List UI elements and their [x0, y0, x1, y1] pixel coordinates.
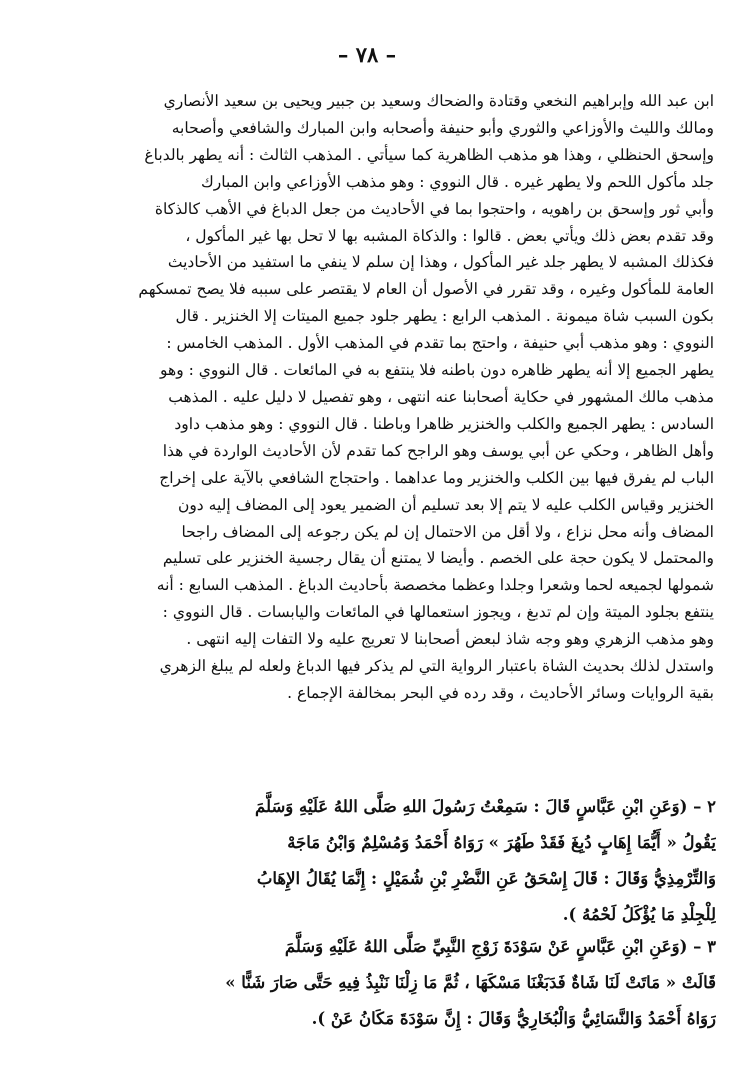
hadith-3 [20, 929, 716, 1037]
text-line: النووي : وهو مذهب أبي حنيفة ، واحتج بما تقدم في المذهب الأول . المذهب الخامس : [166, 334, 714, 353]
text-line: الباب لم يفرق فيها بين الكلب والخنزير وما عداهما . واحتجاج الشافعي بالآية على إخراج [159, 468, 714, 487]
hadith-line: قَالَتْ « مَاتَتْ لَنَا شَاةٌ فَدَبَغْنَا مَسْكَهَا ، ثُمَّ مَا زِلْنَا نَنْبِذُ فِيهِ حَتَّى صَارَ شَنًّا » [225, 973, 716, 992]
hadith-line: وَالتِّرْمِذِيُّ وَقَالَ : قَالَ إِسْحَقُ عَنِ النَّضْرِ بْنِ شُمَيْلٍ : إِنَّمَا يُقَالُ الإِهَابُ [256, 869, 716, 888]
text-line: السادس : يطهر الجميع والكلب والخنزير ظاهرا وباطنا . قال النووي : وهو مذهب داود [174, 414, 714, 433]
text-line: وأهل الظاهر ، وحكي عن أبي يوسف وهو الراجح كما تقدم لأن الأحاديث الواردة في هذا [162, 441, 714, 460]
text-line: المضاف وأنه محل نزاع ، ولا أقل من الاحتمال إن لم يكن رجوعه إلى المضاف راجحا [181, 522, 714, 541]
text-line: بكون السبب شاة ميمونة . المذهب الرابع : يطهر جلود جميع الميتات إلا الخنزير . قال [175, 307, 714, 326]
text-line: العامة للمأكول وغيره ، وقد تقرر في الأصول أن العام لا يقتصر على سببه فلا يصح تمسكهم [138, 280, 714, 299]
text-line: وقد تقدم بعض ذلك ويأتي بعض . قالوا : والذكاة المشبه بها لا تحل بها غير المأكول ، [185, 226, 714, 245]
text-line: وإسحق الحنظلي ، وهذا هو مذهب الظاهرية كما سيأتي . المذهب الثالث : أنه يطهر بالدباغ [144, 145, 714, 164]
text-line: جلد مأكول اللحم ولا يطهر غيره . قال النووي : وهو مذهب الأوزاعي وابن المبارك [200, 172, 714, 191]
hadith-line: ٢ – (وَعَنِ ابْنِ عَبَّاسٍ قَالَ : سَمِعْتُ رَسُولَ اللهِ صَلَّى اللهُ عَلَيْهِ وَسَلَّمَ [255, 797, 716, 816]
text-line: واستدل لذلك بحديث الشاة باعتبار الرواية التي لم يذكر فيها الدباغ ولعله لم يبلغ الزهري [159, 657, 714, 676]
hadith-line: رَوَاهُ أَحْمَدُ وَالنَّسَائِيُّ وَالْبُخَارِيُّ وَقَالَ : إِنَّ سَوْدَةَ مَكَانُ عَنْ ). [311, 1009, 716, 1028]
text-line: وأبي ثور وإسحق بن راهويه ، واحتجوا بما في الأحاديث من جعل الدباغ في الأهب كالذكاة [154, 199, 714, 218]
text-line: بقية الروايات وسائر الأحاديث ، وقد رده في البحر بمخالفة الإجماع . [287, 683, 714, 702]
hadith-line: يَقُولُ « أَيُّمَا إِهَابٍ دُبِغَ فَقَدْ طَهُرَ » رَوَاهُ أَحْمَدُ وَمُسْلِمٌ وَابْنُ مَاجَهْ [287, 833, 716, 852]
hadith-line: ٣ – (وَعَنِ ابْنِ عَبَّاسٍ عَنْ سَوْدَةَ زَوْجِ النَّبِيِّ صَلَّى اللهُ عَلَيْهِ وَسَلَّمَ [284, 937, 716, 956]
text-line: والمحتمل لا يكون حجة على الخصم . وأيضا لا يمتنع أن يقال رجسية الخنزير على تسليم [162, 549, 714, 568]
commentary-paragraph [20, 88, 714, 707]
text-line: وهو مذهب الزهري وهو وجه شاذ لبعض أصحابنا لا تعريج عليه ولا التفات إليه انتهى . [186, 630, 714, 649]
hadith-2 [20, 789, 716, 933]
text-line: فكذلك المشبه لا يطهر جلد غير المأكول ، وهذا إن سلم لا ينفي ما استفيد من الأحاديث [167, 253, 714, 272]
text-line: ينتفع بجلود الميتة وإن لم تدبغ ، ويجوز استعمالها في المائعات واليابسات . قال النووي : [162, 603, 714, 622]
text-line: مذهب مالك المشهور في حكاية أصحابنا عنه انتهى ، وهو تفصيل لا دليل عليه . المذهب [168, 387, 714, 406]
page-number: – ٧٨ – [337, 42, 397, 67]
text-line: يطهر الجميع إلا أنه يطهر ظاهره دون باطنه فلا ينتفع به في المائعات . قال النووي : وهو [160, 361, 714, 380]
text-line: ابن عبد الله وإبراهيم النخعي وقتادة والضحاك وسعيد بن جبير ويحيى بن سعيد الأنصاري [163, 92, 714, 110]
hadith-line: لِلْجِلْدِ مَا يُؤْكَلُ لَحْمُهُ ). [562, 905, 716, 924]
text-line: الخنزير وقياس الكلب عليه لا يتم إلا بعد تسليم أن الضمير يعود إلى المضاف إليه دون [177, 495, 714, 514]
text-line: ومالك والليث والأوزاعي والثوري وأبو حنيفة وأصحابه وابن المبارك والشافعي وأصحابه [171, 118, 714, 137]
text-line: شمولها لجميعه لحما وشعرا وجلدا وعظما مخصصة بأحاديث الدباغ . المذهب السابع : أنه [156, 576, 714, 595]
